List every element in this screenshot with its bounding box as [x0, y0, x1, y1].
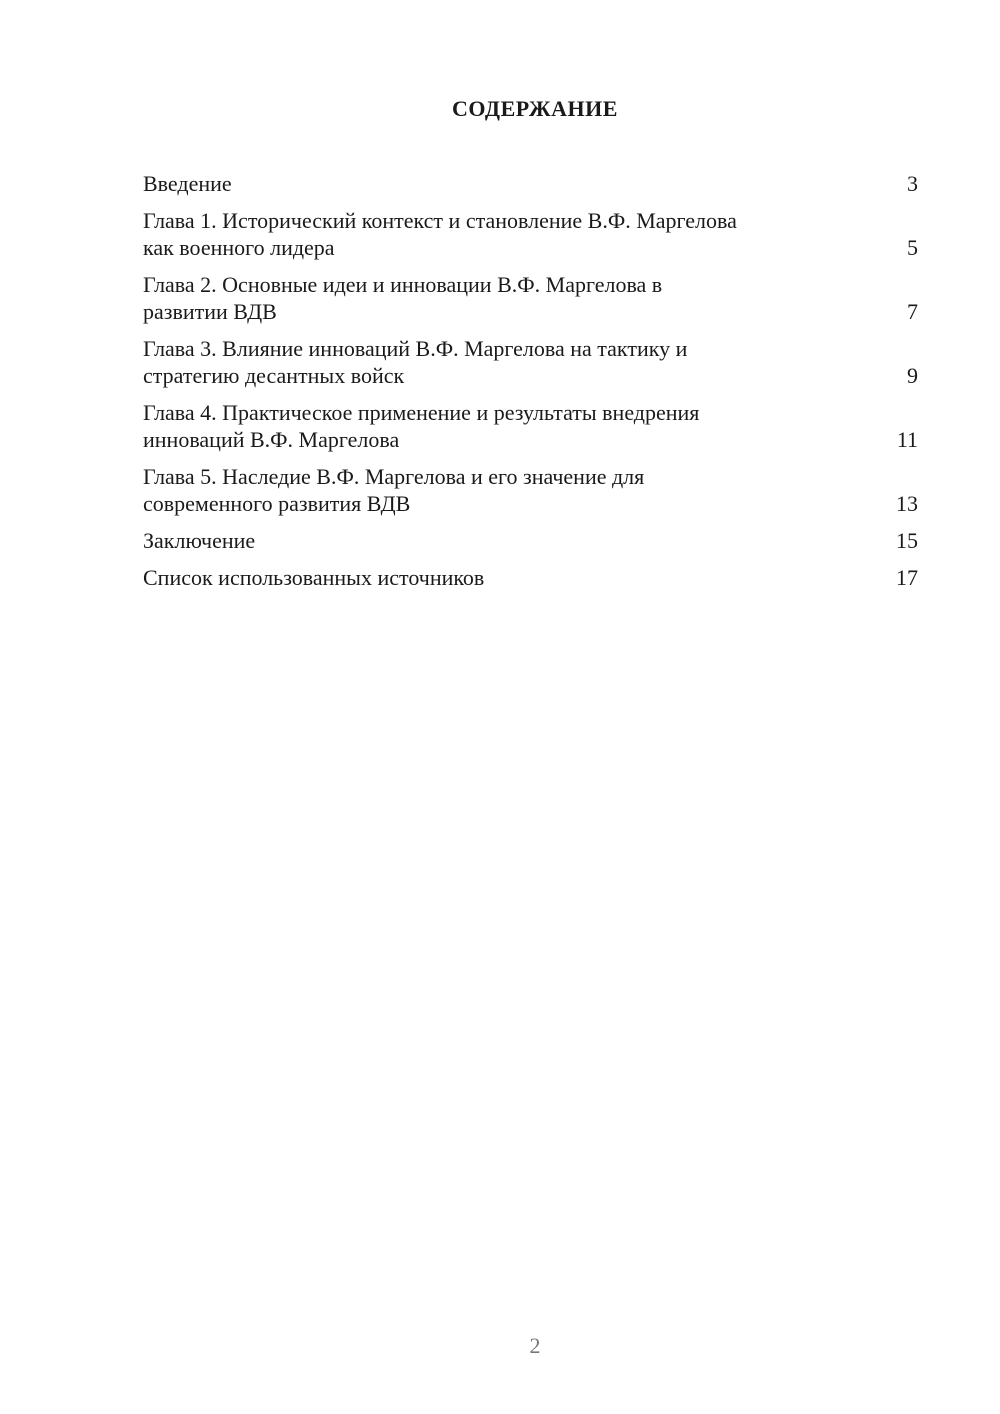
page-title: СОДЕРЖАНИЕ [452, 96, 618, 121]
toc-entry-conclusion [143, 527, 918, 554]
toc-entry-line: стратегию десантных войск [143, 363, 405, 388]
toc-entry-line: Введение [143, 171, 232, 196]
toc-entry-text [143, 527, 888, 554]
toc-entry-line: Заключение [143, 528, 256, 553]
toc-entry-page: 17 [896, 565, 918, 590]
toc-entry-text [143, 399, 888, 453]
toc-entry-chapter-2 [143, 271, 918, 325]
toc-entry-chapter-3 [143, 335, 918, 389]
toc-entry-page: 15 [896, 528, 918, 553]
page-number: 2 [529, 1333, 541, 1358]
toc-entry-page: 3 [907, 171, 918, 196]
toc-entry-chapter-4 [143, 399, 918, 453]
toc-entry-line: Глава 3. Влияние инноваций В.Ф. Маргелова на тактику и [143, 336, 688, 361]
toc-entry-text [143, 335, 888, 389]
toc-entry-line: Глава 2. Основные идеи и инновации В.Ф. Маргелова в [143, 272, 663, 297]
table-of-contents [143, 170, 918, 601]
toc-entry-text [143, 207, 888, 261]
toc-entry-line: инноваций В.Ф. Маргелова [143, 427, 400, 452]
toc-entry-line: Список использованных источников [143, 565, 485, 590]
toc-entry-text [143, 564, 888, 591]
toc-entry-page: 13 [896, 491, 918, 516]
toc-entry-text [143, 271, 888, 325]
toc-entry-chapter-1 [143, 207, 918, 261]
toc-entry-line: Глава 4. Практическое применение и результаты внедрения [143, 400, 700, 425]
toc-entry-line: современного развития ВДВ [143, 491, 411, 516]
toc-entry-page: 7 [907, 299, 918, 324]
toc-entry-introduction [143, 170, 918, 197]
toc-entry-line: как военного лидера [143, 235, 335, 260]
toc-entry-text [143, 463, 888, 517]
toc-entry-text [143, 170, 888, 197]
toc-entry-page: 9 [907, 363, 918, 388]
toc-entry-line: развитии ВДВ [143, 299, 277, 324]
toc-entry-line: Глава 5. Наследие В.Ф. Маргелова и его значение для [143, 464, 645, 489]
toc-entry-line: Глава 1. Исторический контекст и становление В.Ф. Маргелова [143, 208, 737, 233]
toc-entry-references [143, 564, 918, 591]
toc-entry-chapter-5 [143, 463, 918, 517]
toc-entry-page: 11 [896, 427, 918, 452]
toc-entry-page: 5 [907, 235, 918, 260]
